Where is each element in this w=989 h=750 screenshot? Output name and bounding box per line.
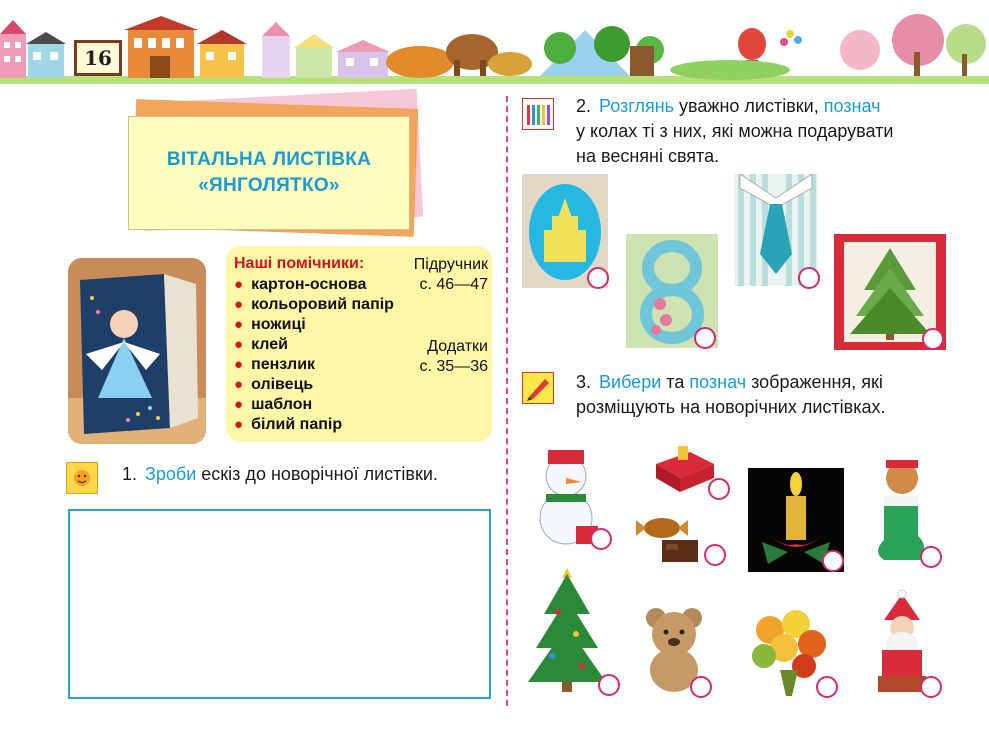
sketch-area[interactable] <box>68 509 491 699</box>
appendix-label: Додатки <box>427 338 488 355</box>
pencils-icon <box>522 98 554 130</box>
image-christmas-tree <box>522 564 612 696</box>
red-dot-icon: ● <box>234 316 244 333</box>
sun-icon <box>66 462 98 494</box>
answer-circle[interactable] <box>822 550 844 572</box>
appendix-pages: с. 35—36 <box>419 358 488 375</box>
banner-illustration <box>0 0 989 84</box>
lesson-title-card <box>128 116 410 230</box>
helpers-item: ● клей <box>234 336 288 353</box>
task1-text: 1. Зроби ескіз до новорічної листівки. <box>122 464 438 484</box>
lesson-title-line1: ВІТАЛЬНА ЛИСТІВКА <box>166 149 372 170</box>
answer-circle[interactable] <box>816 676 838 698</box>
helpers-item: ● картон-основа <box>234 276 367 293</box>
lesson-title-line2: «ЯНГОЛЯТКО» <box>198 175 340 196</box>
red-dot-icon: ● <box>234 416 244 433</box>
red-dot-icon: ● <box>234 296 244 313</box>
page-number: 16 <box>74 40 122 76</box>
red-dot-icon: ● <box>234 276 244 293</box>
answer-circle[interactable] <box>690 676 712 698</box>
pencil-icon <box>522 372 554 404</box>
answer-circle[interactable] <box>920 676 942 698</box>
answer-circle[interactable] <box>708 478 730 500</box>
helpers-item: ● олівець <box>234 376 314 393</box>
helpers-item: ● ножиці <box>234 316 306 333</box>
angel-card-photo <box>68 258 206 444</box>
answer-circle[interactable] <box>704 544 726 566</box>
answer-circle[interactable] <box>590 528 612 550</box>
answer-circle[interactable] <box>598 674 620 696</box>
answer-circle[interactable] <box>587 267 609 289</box>
helpers-item: ● кольоровий папір <box>234 296 394 313</box>
red-dot-icon: ● <box>234 356 244 373</box>
task2-text: 2. Розглянь уважно листівки, познач у колах ті з них, які можна подарувати на весняні свята. <box>576 96 894 166</box>
answer-circle[interactable] <box>922 328 944 350</box>
answer-circle[interactable] <box>694 327 716 349</box>
answer-circle[interactable] <box>920 546 942 568</box>
red-dot-icon: ● <box>234 376 244 393</box>
page-divider <box>506 96 508 706</box>
task3-text: 3. Вибери та познач зображення, які розміщують на новорічних листівках. <box>576 372 886 417</box>
textbook-label: Підручник <box>413 256 488 273</box>
helpers-item: ● шаблон <box>234 396 313 413</box>
helpers-item: ● білий папір <box>234 416 343 433</box>
textbook-pages: с. 46—47 <box>419 276 488 293</box>
helpers-item: ● пензлик <box>234 356 316 373</box>
red-dot-icon: ● <box>234 396 244 413</box>
helpers-title: Наші помічники: <box>234 255 365 272</box>
top-banner <box>0 0 989 84</box>
answer-circle[interactable] <box>798 267 820 289</box>
red-dot-icon: ● <box>234 336 244 353</box>
